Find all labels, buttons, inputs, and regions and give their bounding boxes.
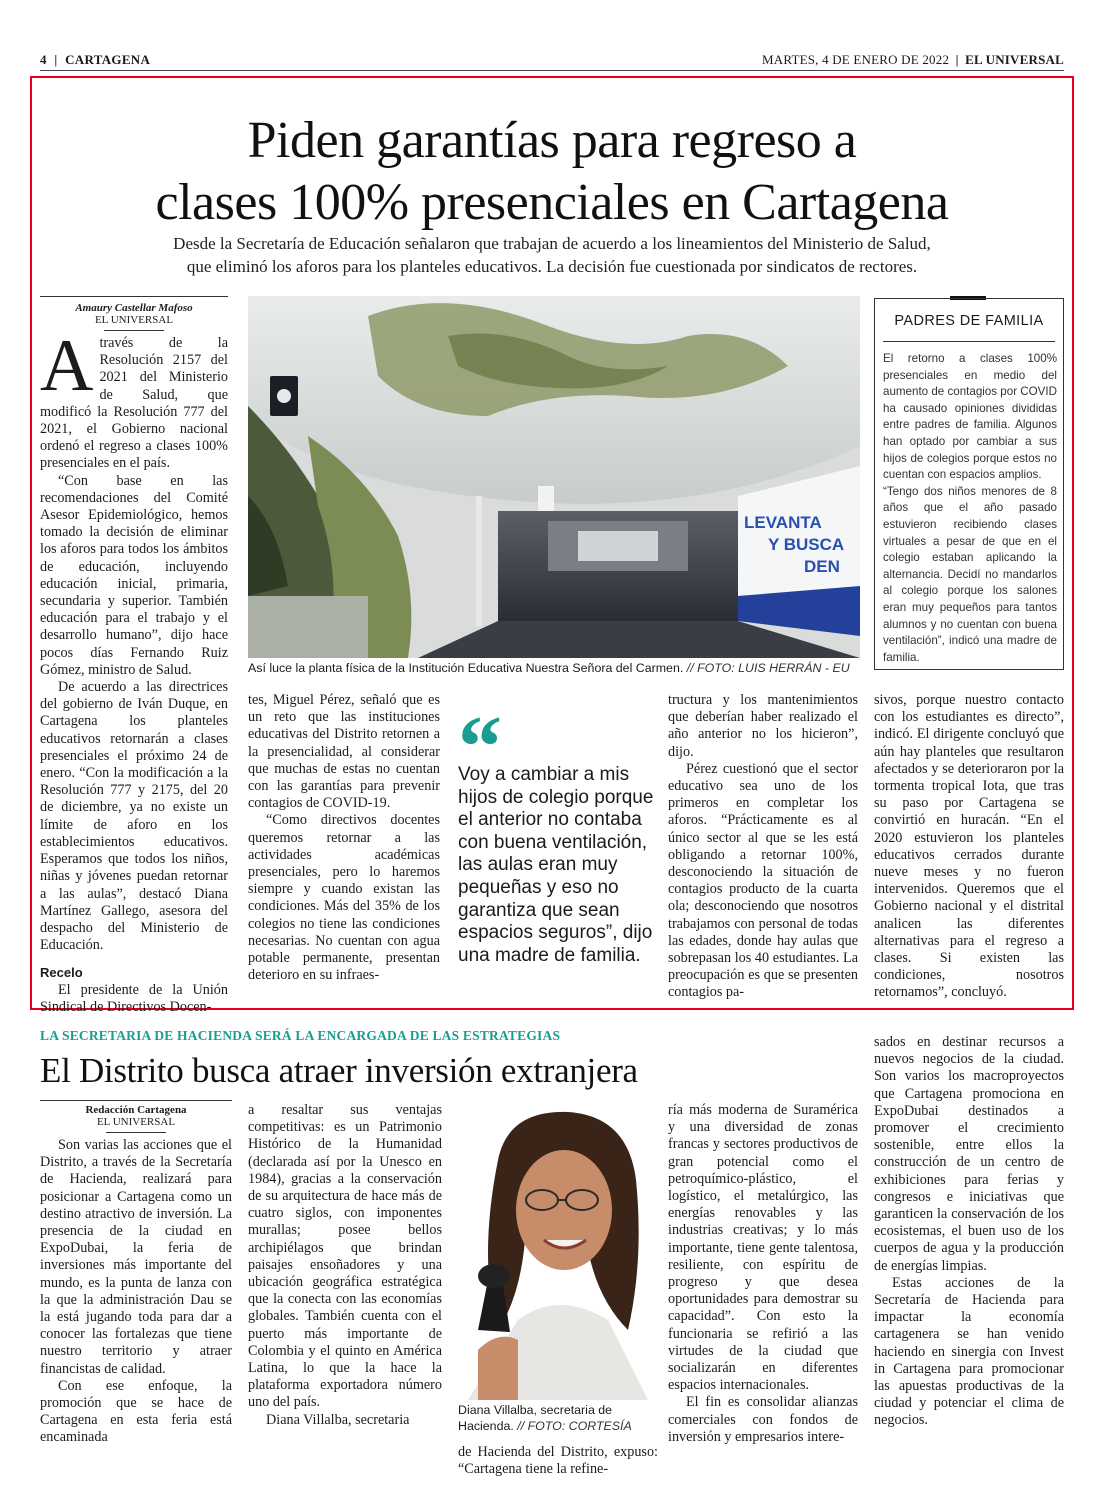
second-paragraph: Diana Villalba, secretaria [266, 1411, 410, 1428]
portrait-photo [458, 1100, 656, 1498]
quote-mark-icon: “ [458, 699, 502, 796]
main-byline [40, 302, 228, 326]
main-deck-line1: Desde la Secretaría de Educación señalaron que trabajan de acuerdo a los lineamientos del Ministerio de Salud, [173, 234, 931, 253]
wall-sign-text: LEVANTA [744, 513, 822, 532]
second-paragraph: de Hacienda del Distrito, expuso: “Cartagena tiene la refine- [458, 1444, 658, 1478]
main-headline-line2: clases 100% presenciales en Cartagena [155, 174, 949, 231]
svg-text:Y BUSCA: Y BUSCA [768, 535, 845, 554]
main-column-2 [248, 692, 440, 984]
main-paragraph: “Con base en las recomendaciones del Comité Asesor Epidemiológico, hemos tomado la decisión de eliminar los aforos para todos los ámbitos de educación, incluyendo educación inicial, primaria, secundaria y superior. También educación para el trabajo y el desarrollo humano”, dijo hace pocos días Fernando Ruiz Gómez, ministro de Salud. [40, 472, 228, 678]
portrait-caption-text: Diana Villalba, secretaria de Hacienda. [458, 1403, 613, 1433]
main-photo-credit: // FOTO: LUIS HERRÁN - EU [686, 661, 850, 675]
main-paragraph: Pérez cuestionó que el sector educativo sea uno de los primeros en completar los aforos. “Prácticamente es al único sector al que se les está obligando a retornar 100%, desconociendo la situación de contagios producto de la cuarta ola; desconociendo que nosotros trabajamos con personal de todas las edades, donde hay aulas que sobrepasan los 40 estudiantes. La preocupación es que se presenten contagios pa- [668, 760, 858, 1001]
school-corridor-illustration [248, 296, 860, 658]
main-column-5 [874, 692, 1064, 1002]
main-paragraph: tes, Miguel Pérez, señaló que es un reto que las instituciones educativas del Distrito retornen a la presencialidad, al considerar que muchas de estas no cuentan con las garantías para prevenir contagios de COVID-19. [248, 692, 440, 812]
school-corridor-photo [248, 296, 860, 658]
main-column-4 [668, 692, 858, 1002]
second-column-5 [874, 1034, 1064, 1430]
second-paragraph: sados en destinar recursos a nuevos negocios de la ciudad. Son varios los macroproyectos que Cartagena promociona en ExpoDubai destinados a promover el crecimiento sostenible, entre ellos la construcción de un centro de exhibiciones para ferias y congresos e iniciativas que garanticen la conservación de los ecosistemas, el buen uso de los cuerpos de agua y la producción de energías limpias. [874, 1034, 1064, 1274]
second-paragraph: Son varias las acciones que el Distrito, a través de la Secretaría de Hacienda, realizará para posicionar a Cartagena como un destino atractivo de inversión. La presencia de la ciudad en ExpoDubai, la feria de inversiones más importante del mundo, es la punta de lanza con la que la administración Dau se la está jugando toda para dar a conocer las fortalezas que tiene nuestro territorio y atraer financistas de calidad. [40, 1137, 232, 1377]
main-paragraph: “Como directivos docentes queremos retornar a las actividades académicas presenciales, pero lo haremos siempre y cuando existan las condiciones. Más del 35% de los colegios no tiene las condiciones necesarias. No cuentan con agua potable permanente, presentan deterioro en su infraes- [248, 812, 440, 984]
main-paragraph: sivos, porque nuestro contacto con los estudiantes es directo”, indicó. El dirigente concluyó que aún hay planteles que resultaron afectados y se deterioraron por la tormenta tropical Iota, que tras su paso por Cartagena se convirtió en huracán. “En el 2020 estuvieron los planteles educativos cerrados durante nueve meses y no fueron intervenidos. Queremos que el Gobierno nacional y el distrital analicen las diferentes alternativas para el regreso a clases. Si existen las condiciones, nosotros retornamos”, concluyó. [874, 692, 1064, 1001]
second-byline-rule-top [40, 1100, 232, 1101]
second-column-1 [40, 1104, 232, 1447]
second-column-4 [668, 1102, 858, 1446]
sidebar-rule [883, 341, 1055, 342]
main-paragraph: través de la Resolución 2157 del 2021 del Ministerio de Salud, que modificó la Resolución 777 del 2021, el Gobierno nacional ordenó el regreso a clases 100% presenciales en el país. [40, 335, 228, 472]
main-deck-line2: que eliminó los aforos para los planteles educativos. La decisión fue cuestionada por sindicatos de rectores. [186, 257, 918, 276]
second-author-outlet: EL UNIVERSAL [96, 1116, 176, 1128]
svg-text:DEN: DEN [804, 557, 840, 576]
sidebar-paragraph: “Tengo dos niños menores de 8 años que el año pasado estuvieron recibiendo clases virtuales a pesar de que en el colegio estaban aplicando la alternancia. Decidí no mandarlos al colegio porque los salones eran muy pequeños para tantos alumnos y no cuentan con buena ventilación”, indicó una madre de familia. [883, 484, 1057, 664]
second-paragraph: a resaltar sus ventajas competitivas: es un Patrimonio Histórico de la Humanidad (declarada así por la Unesco en 1984), gracias a la conservación de su arquitectura de hace más de cuatro siglos, con imponentes murallas; posee bellos archipiélagos que brindan paisajes ensoñadores y una ubicación geográfica estratégica que la conecta con las economías globales. También cuenta con el puerto más importante de Colombia y el quinto en América Latina, lo que la hace la plataforma exportadora número uno del país. [248, 1102, 442, 1411]
page-number: 4 [40, 52, 47, 67]
dropcap-letter: A [40, 325, 94, 407]
sidebar-body [883, 351, 1057, 666]
second-kicker: LA SECRETARIA DE HACIENDA SERÁ LA ENCARGADA DE LAS ESTRATEGIAS [40, 1028, 561, 1043]
main-column-1 [40, 302, 228, 1016]
second-paragraph: ría más moderna de Suramérica y una diversidad de zonas francas y sectores productivos de gran potencial como el petroquímico-plástico, el logístico, el metalúrgico, las energías renovables y las industrias creativas; y lo más importante, tiene gente talentosa, resiliente, con espíritu de progreso y que desea oportunidades para demostrar su capacidad”. Con esto la funcionaria se refirió a las virtudes de la ciudad que socializarán en diferentes espacios internacionales. [668, 1102, 858, 1394]
second-author-name: Redacción Cartagena [85, 1104, 187, 1116]
main-paragraph: El presidente de la Unión Sindical de Directivos Docen- [40, 981, 228, 1015]
second-byline [40, 1104, 232, 1128]
main-paragraph: De acuerdo a las directrices del gobierno de Iván Duque, en Cartagena los planteles educativos retornarán a clases presenciales el próximo 24 de enero. “Con la modificación a la Resolución 777 y 2175, del 20 de diciembre, ya no existe un límite de aforo en los establecimientos educativos. Esperamos que todos los niños, niñas y jóvenes puedan retornar a las aulas”, destacó Diana Martínez Gallego, asesora del despacho del Ministerio de Educación. [40, 679, 228, 954]
issue-date: MARTES, 4 DE ENERO DE 2022 [762, 52, 950, 67]
main-headline [40, 110, 1064, 234]
second-paragraph: Con ese enfoque, la promoción que se hace de Cartagena en esta feria está encaminada [40, 1377, 232, 1446]
portrait-illustration [458, 1100, 656, 1400]
main-photo-caption-text: Así luce la planta física de la Institución Educativa Nuestra Señora del Carmen. [248, 661, 684, 675]
author-outlet: EL UNIVERSAL [94, 314, 174, 326]
portrait-credit: // FOTO: CORTESÍA [517, 1419, 632, 1433]
portrait-caption [458, 1402, 658, 1434]
main-photo-caption [248, 660, 860, 676]
second-paragraph: El fin es consolidar alianzas comerciales con fondos de inversión y empresarios intere- [668, 1394, 858, 1445]
main-headline-line1: Piden garantías para regreso a [247, 112, 857, 169]
byline-rule-top [40, 296, 228, 297]
sidebar-box [874, 298, 1064, 670]
sidebar-paragraph: El retorno a clases 100% presenciales en medio del aumento de contagios por COVID ha causado opiniones divididas entre padres de familia. Algunos han optado por cambiar a sus hijos de colegios porque estos no cuentan con espacios amplios. [883, 352, 1058, 482]
second-column-3 [458, 1444, 658, 1478]
publication-name: EL UNIVERSAL [965, 52, 1064, 67]
pull-quote: Voy a cambiar a mis hijos de colegio porque el anterior no contaba con buena ventilación, las aulas eran muy pequeñas y eso no garantiza que sean espacios seguros”, dijo una madre de familia. [458, 764, 654, 966]
section-name: CARTAGENA [65, 52, 151, 67]
dateline: MARTES, 4 DE ENERO DE 2022 | EL UNIVERSAL [762, 52, 1064, 67]
subhead-recelo: Recelo [40, 965, 83, 981]
sidebar-title: PADRES DE FAMILIA [894, 313, 1044, 329]
second-byline-rule-bottom [106, 1132, 166, 1133]
page-section-label: 4 | CARTAGENA [40, 52, 151, 67]
second-paragraph: Estas acciones de la Secretaría de Hacienda para impactar la economía cartagenera se han venido haciendo en sinergia con Invest in Cartagena para promocionar las apuestas productivas de la ciudad y potenciar el clima de negocios. [874, 1274, 1064, 1429]
page-header [40, 52, 1064, 70]
second-headline: El Distrito busca atraer inversión extranjera [40, 1051, 638, 1090]
author-name: Amaury Castellar Mafoso [75, 302, 193, 314]
byline-rule-bottom [104, 330, 164, 331]
header-rule [40, 70, 1064, 71]
main-paragraph: tructura y los mantenimientos que deberían haber realizado el año anterior no los hicieron”, dijo. [668, 692, 858, 760]
second-column-2 [248, 1102, 442, 1429]
main-deck [100, 232, 1004, 278]
